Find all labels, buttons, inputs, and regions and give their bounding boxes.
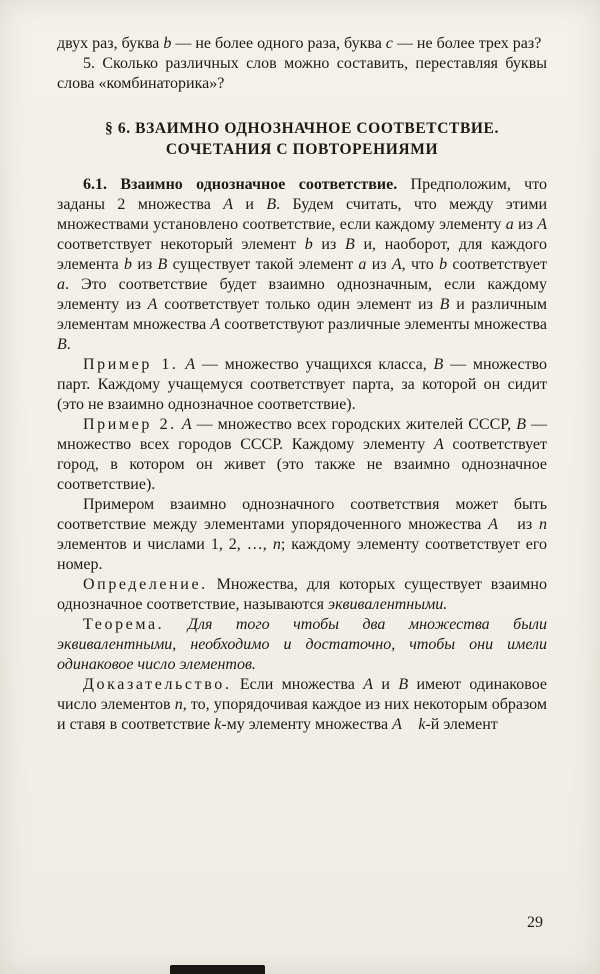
text-run: из [132,256,158,273]
italic-text: Для того чтобы два множества были эквивалентными, необходимо и достаточно, чтобы они имели одинаковое число элементов. [57,616,548,673]
text-run: из [510,516,539,533]
paragraph [57,615,547,675]
italic-text: b [304,236,313,253]
italic-text: B [157,256,168,273]
section-heading: § 6. ВЗАИМНО ОДНОЗНАЧНОЕ СООТВЕТСТВИЕ. СОЧЕТАНИЯ С ПОВТОРЕНИЯМИ [105,120,499,158]
italic-text: k [418,716,426,733]
text-run: соответствует [447,256,548,273]
text-run: из [513,216,538,233]
page-text [57,34,547,735]
text-run: . Это соответствие будет взаимно однозначным, если каждому элементу из [57,276,547,313]
italic-text: a [505,216,514,233]
text-run: соответствуют различные элементы множества [220,316,547,333]
text-run: существует такой элемент [167,256,359,273]
italic-text: A [223,196,234,213]
italic-text: c [385,35,393,52]
italic-text: A [147,296,158,313]
text-run: из [312,236,345,253]
paragraph [57,34,547,54]
text-run: Определение. [83,576,208,593]
italic-text: A [210,316,221,333]
text-run: Доказательство. [83,676,232,693]
italic-text: B [516,416,526,433]
page-number: 29 [527,914,543,931]
text-run: — множество парт. Каждому учащемуся соответствует парта, за которой он сидит (это не взаимно однозначное соответствие). [57,356,548,413]
scan-artifact [170,965,265,974]
text-run: и различным элементам множества [57,296,547,333]
italic-text: A⃗ [488,516,511,533]
paragraph [57,355,547,415]
bold-text: 6.1. Взаимно однозначное соответствие. [83,176,398,193]
italic-text: b [163,35,172,52]
text-run: имеют одинаковое число элементов [57,676,548,713]
text-run: Примером взаимно однозначного соответствия может быть соответствие между элементами упорядоченного множества [57,496,547,533]
text-run: соответствует некоторый элемент [57,236,305,253]
text-run: Если множества [231,676,364,693]
italic-text: A [185,356,196,373]
paragraph [57,495,547,575]
italic-text: a [358,256,367,273]
italic-text: A [363,676,373,693]
italic-text: B [439,296,450,313]
italic-text: B [57,336,67,353]
text-run: элементов и числами 1, 2, …, [57,536,273,553]
text-run: из [366,256,392,273]
text-run: , что [401,256,440,273]
italic-text: эквивалентными. [328,596,448,613]
italic-text: b [124,256,133,273]
paragraph [57,175,547,355]
italic-text: n [539,516,547,533]
text-run: — множество всех городских жителей СССР, [191,416,517,433]
text-run: , то, упорядочивая каждое из них некоторым образом и ставя в соответствие [57,696,547,733]
text-run: двух раз, буква [57,35,164,52]
italic-text: B [266,196,277,213]
text-run: и, наоборот, для каждого элемента [57,236,547,273]
italic-text: A [181,416,192,433]
text-run [164,616,187,633]
italic-text: n [272,536,281,553]
text-run: ; каждому элементу соответствует его номер. [57,536,547,573]
paragraph [57,675,547,735]
text-run: соответствует город, в котором он живет (это также не взаимно однозначное соответствие). [57,436,547,493]
italic-text: A [391,256,402,273]
text-run: — множество всех городов СССР. Каждому элементу [57,416,547,453]
italic-text: A [537,216,548,233]
text-run: . Будем считать, что между этими множествами установлено соответствие, если каждому элементу [57,196,548,233]
italic-text: B [398,676,409,693]
italic-text: B [344,236,355,253]
text-run: соответствует только один элемент из [157,296,440,313]
text-run: Множества, для которых существует взаимно однозначное соответствие, называются [57,576,547,613]
text-run: Пример 1. [83,356,179,373]
text-run: — не более одного раза, буква [171,35,386,52]
text-run: 5. Сколько различных слов можно составить, переставляя буквы слова «комбинаторика»? [57,55,547,92]
paragraph [57,54,547,94]
text-run: -му элементу множества [221,716,393,733]
italic-text: A⃗ [392,716,415,733]
italic-text: a [57,276,65,293]
text-run: Предположим, что заданы 2 множества [57,176,547,213]
text-run: -й элемент [425,716,498,733]
text-run: Пример 2. [83,416,177,433]
italic-text: k [214,716,222,733]
text-run: Теорема. [83,616,165,633]
text-run: . [66,336,71,353]
text-run: и [233,196,267,213]
italic-text: B [433,356,444,373]
text-run: и [373,676,399,693]
italic-text: n [174,696,183,713]
paragraph [57,575,547,615]
text-run: — множество учащихся класса, [195,356,434,373]
italic-text: b [439,256,448,273]
italic-text: A [433,436,444,453]
paragraph [57,415,547,495]
text-run: — не более трех раз? [392,35,542,52]
